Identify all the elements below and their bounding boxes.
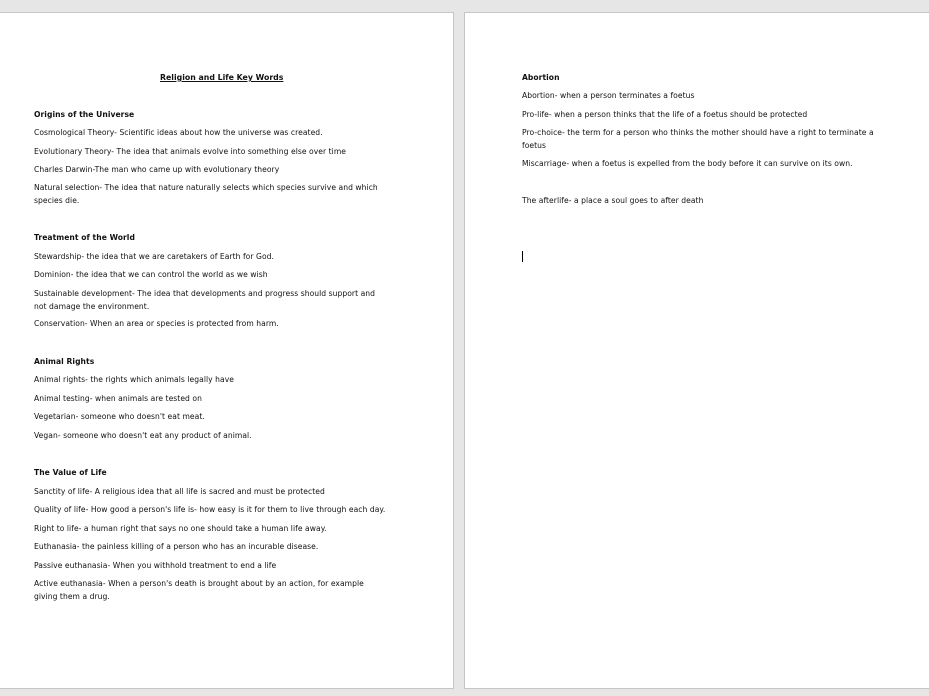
- document-page-2[interactable]: [464, 12, 929, 689]
- entry-animal-testing: Animal testing- when animals are tested on: [34, 394, 202, 403]
- section-heading-treatment: Treatment of the World: [34, 233, 135, 242]
- section-heading-animal-rights: Animal Rights: [34, 357, 95, 366]
- entry-pro-life: Pro-life- when a person thinks that the life of a foetus should be protected: [522, 110, 808, 119]
- section-heading-origins: Origins of the Universe: [34, 110, 135, 119]
- entry-right-to-life: Right to life- a human right that says no one should take a human life away.: [34, 524, 327, 533]
- entry-sanctity-of-life: Sanctity of life- A religious idea that all life is sacred and must be protected: [34, 487, 325, 496]
- entry-afterlife: The afterlife- a place a soul goes to after death: [522, 196, 704, 205]
- entry-cosmological-theory: Cosmological Theory- Scientific ideas about how the universe was created.: [34, 128, 323, 137]
- entry-abortion: Abortion- when a person terminates a foetus: [522, 91, 695, 100]
- entry-pro-choice: Pro-choice- the term for a person who thinks the mother should have a right to terminate a foetus: [522, 128, 874, 150]
- entry-euthanasia: Euthanasia- the painless killing of a person who has an incurable disease.: [34, 542, 319, 551]
- entry-active-euthanasia: Active euthanasia- When a person's death is brought about by an action, for example giving them a drug.: [34, 579, 364, 601]
- entry-stewardship: Stewardship- the idea that we are caretakers of Earth for God.: [34, 252, 274, 261]
- entry-conservation: Conservation- When an area or species is protected from harm.: [34, 319, 279, 328]
- section-heading-abortion: Abortion: [522, 73, 560, 82]
- document-title: Religion and Life Key Words: [160, 73, 284, 82]
- entry-quality-of-life: Quality of life- How good a person's life is- how easy is it for them to live through each day.: [34, 505, 386, 514]
- entry-vegetarian: Vegetarian- someone who doesn't eat meat.: [34, 412, 205, 421]
- document-page-1[interactable]: [0, 12, 454, 689]
- entry-sustainable-development: Sustainable development- The idea that developments and progress should support and not damage the environment.: [34, 289, 376, 311]
- entry-animal-rights: Animal rights- the rights which animals legally have: [34, 375, 234, 384]
- text-cursor: [522, 251, 523, 262]
- entry-vegan: Vegan- someone who doesn't eat any product of animal.: [34, 431, 252, 440]
- section-heading-value-of-life: The Value of Life: [34, 468, 107, 477]
- entry-passive-euthanasia: Passive euthanasia- When you withhold treatment to end a life: [34, 561, 277, 570]
- entry-charles-darwin: Charles Darwin-The man who came up with evolutionary theory: [34, 165, 280, 174]
- entry-miscarriage: Miscarriage- when a foetus is expelled from the body before it can survive on its own.: [522, 159, 853, 168]
- entry-natural-selection: Natural selection- The idea that nature naturally selects which species survive and which species die.: [34, 183, 378, 205]
- entry-dominion: Dominion- the idea that we can control the world as we wish: [34, 270, 268, 279]
- entry-evolutionary-theory: Evolutionary Theory- The idea that animals evolve into something else over time: [34, 147, 347, 156]
